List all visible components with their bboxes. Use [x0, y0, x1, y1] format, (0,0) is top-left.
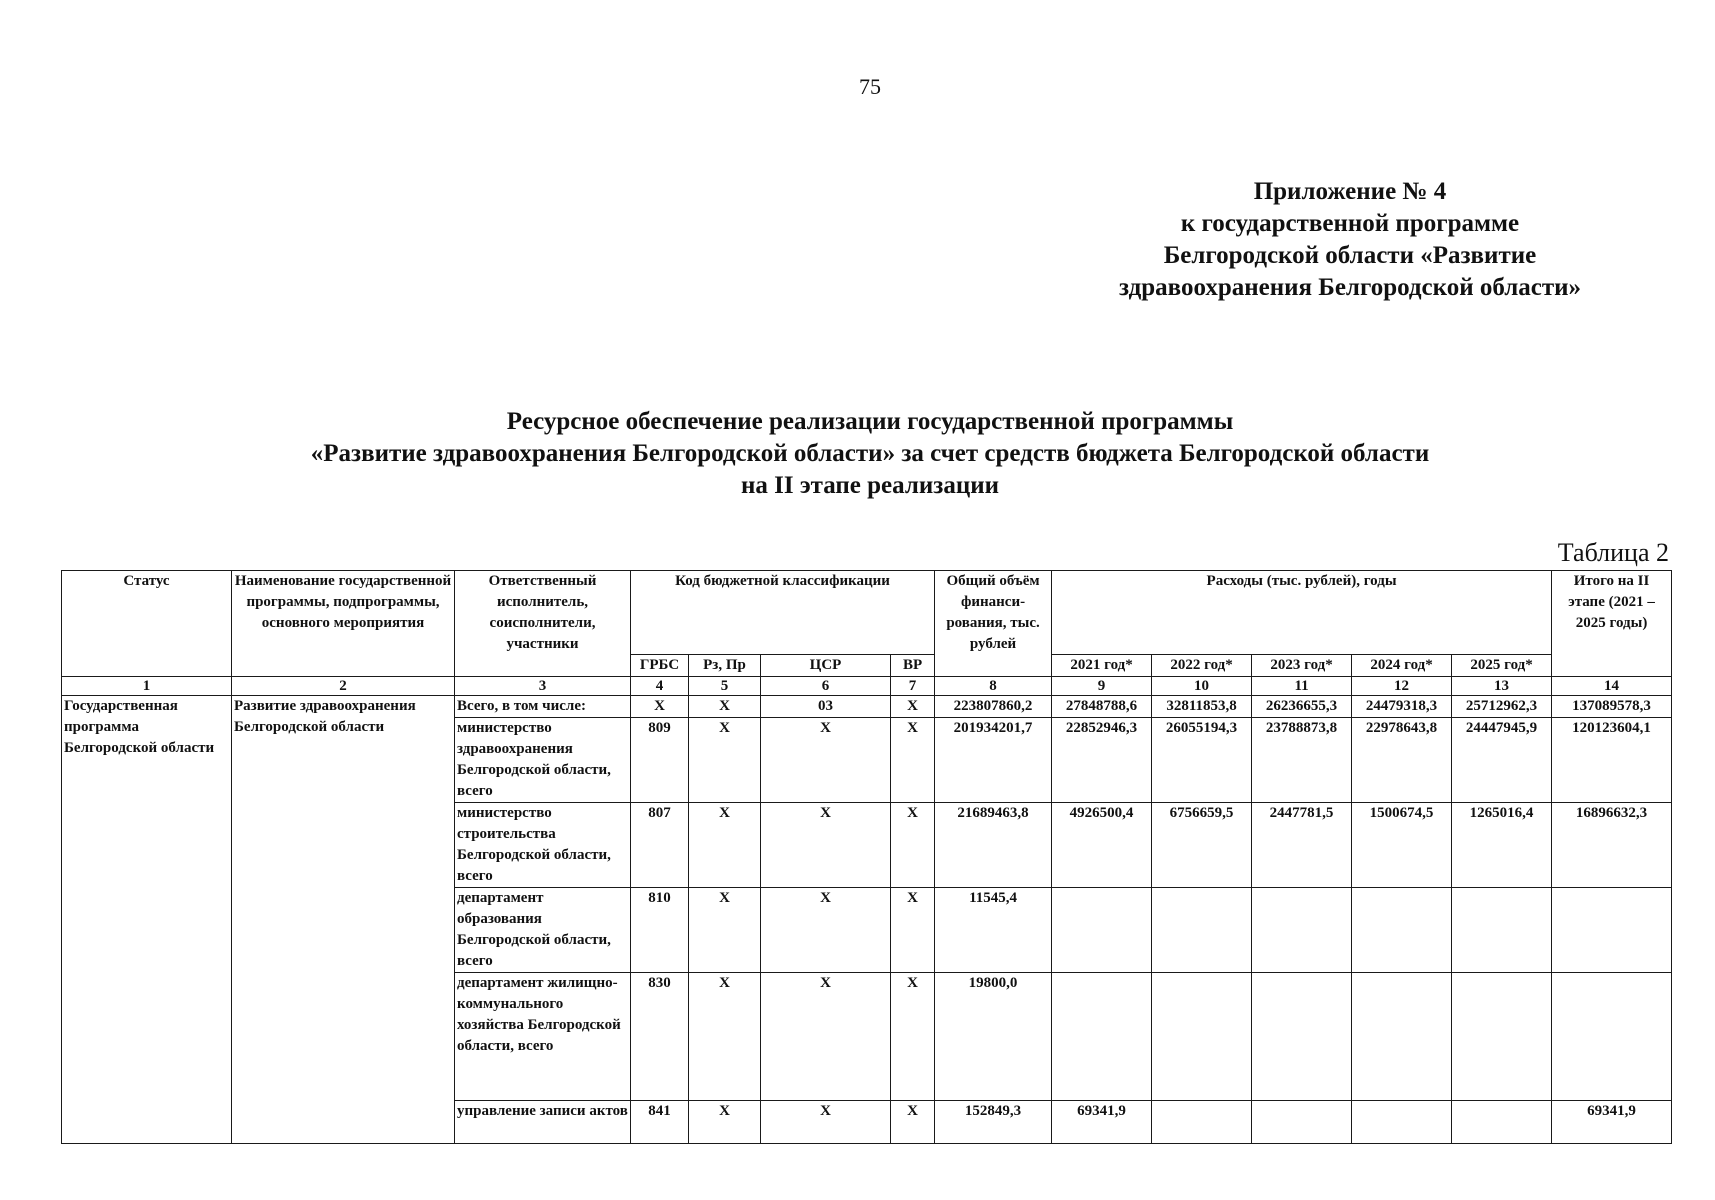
program-name-cell: Развитие здравоохранения Белгородской области: [232, 696, 455, 1144]
year-2024-cell: [1352, 888, 1452, 973]
rzpr-cell: Х: [689, 888, 761, 973]
rzpr-cell: Х: [689, 973, 761, 1101]
status-cell: Государственная программа Белгородской области: [62, 696, 232, 1144]
header-year-2021: 2021 год*: [1052, 655, 1152, 677]
column-number: 12: [1352, 677, 1452, 696]
column-number: 10: [1152, 677, 1252, 696]
rzpr-cell: Х: [689, 803, 761, 888]
year-2023-cell: [1252, 1101, 1352, 1144]
csr-cell: Х: [761, 888, 891, 973]
vr-cell: Х: [891, 803, 935, 888]
grbs-cell: Х: [631, 696, 689, 718]
appendix-line: Приложение № 4: [1253, 178, 1447, 205]
vr-cell: Х: [891, 973, 935, 1101]
total-cell: 11545,4: [935, 888, 1052, 973]
appendix-line: здравоохранения Белгородской области»: [1118, 274, 1582, 301]
year-2021-cell: 27848788,6: [1052, 696, 1152, 718]
year-2024-cell: [1352, 973, 1452, 1101]
executor-cell: департамент образования Белгородской области, всего: [455, 888, 631, 973]
vr-cell: Х: [891, 1101, 935, 1144]
year-2025-cell: [1452, 1101, 1552, 1144]
appendix-header: [1100, 176, 1600, 304]
vr-cell: Х: [891, 888, 935, 973]
executor-cell: министерство здравоохранения Белгородской области, всего: [455, 718, 631, 803]
total-cell: 223807860,2: [935, 696, 1052, 718]
year-2021-cell: 4926500,4: [1052, 803, 1152, 888]
grbs-cell: 810: [631, 888, 689, 973]
csr-cell: Х: [761, 718, 891, 803]
page-number: 75: [859, 74, 881, 99]
column-number: 9: [1052, 677, 1152, 696]
header-year-2024: 2024 год*: [1352, 655, 1452, 677]
year-2025-cell: [1452, 973, 1552, 1101]
executor-cell: Всего, в том числе:: [455, 696, 631, 718]
title-line: «Развитие здравоохранения Белгородской области» за счет средств бюджета Белгородской области: [310, 440, 1430, 467]
rzpr-cell: Х: [689, 718, 761, 803]
column-number: 6: [761, 677, 891, 696]
column-number: 5: [689, 677, 761, 696]
year-2024-cell: 24479318,3: [1352, 696, 1452, 718]
year-2023-cell: [1252, 888, 1352, 973]
executor-cell: департамент жилищно-коммунального хозяйства Белгородской области, всего: [455, 973, 631, 1101]
header-grbs: ГРБС: [631, 655, 689, 677]
header-budget-code: Код бюджетной классификации: [631, 571, 935, 655]
year-2022-cell: [1152, 888, 1252, 973]
column-number: 11: [1252, 677, 1352, 696]
stage-total-cell: [1552, 888, 1672, 973]
header-rzpr: Рз, Пр: [689, 655, 761, 677]
column-number-row: [62, 677, 1672, 696]
rzpr-cell: Х: [689, 1101, 761, 1144]
appendix-line: Белгородской области «Развитие: [1163, 242, 1537, 269]
grbs-cell: 830: [631, 973, 689, 1101]
header-status: Статус: [62, 571, 232, 677]
grbs-cell: 807: [631, 803, 689, 888]
year-2022-cell: 26055194,3: [1152, 718, 1252, 803]
csr-cell: Х: [761, 973, 891, 1101]
year-2021-cell: [1052, 888, 1152, 973]
csr-cell: Х: [761, 1101, 891, 1144]
total-cell: 152849,3: [935, 1101, 1052, 1144]
stage-total-cell: 120123604,1: [1552, 718, 1672, 803]
year-2022-cell: 32811853,8: [1152, 696, 1252, 718]
header-year-2025: 2025 год*: [1452, 655, 1552, 677]
vr-cell: Х: [891, 718, 935, 803]
year-2021-cell: 69341,9: [1052, 1101, 1152, 1144]
column-number: 1: [62, 677, 232, 696]
header-stage-total: Итого на II этапе (2021 – 2025 годы): [1552, 571, 1672, 677]
year-2022-cell: [1152, 973, 1252, 1101]
year-2025-cell: 25712962,3: [1452, 696, 1552, 718]
document-title: [0, 406, 1715, 502]
stage-total-cell: [1552, 973, 1672, 1101]
column-number: 4: [631, 677, 689, 696]
csr-cell: Х: [761, 803, 891, 888]
executor-cell: министерство строительства Белгородской области, всего: [455, 803, 631, 888]
csr-cell: 03: [761, 696, 891, 718]
column-number: 8: [935, 677, 1052, 696]
grbs-cell: 809: [631, 718, 689, 803]
rzpr-cell: Х: [689, 696, 761, 718]
year-2021-cell: 22852946,3: [1052, 718, 1152, 803]
header-executor: Ответственный исполнитель, соисполнители, участники: [455, 571, 631, 677]
grbs-cell: 841: [631, 1101, 689, 1144]
stage-total-cell: 137089578,3: [1552, 696, 1672, 718]
column-number: 13: [1452, 677, 1552, 696]
table-label: Таблица 2: [1557, 538, 1669, 567]
year-2023-cell: 23788873,8: [1252, 718, 1352, 803]
total-cell: 201934201,7: [935, 718, 1052, 803]
header-total-volume: Общий объём финанси-рования, тыс. рублей: [935, 571, 1052, 677]
year-2025-cell: 1265016,4: [1452, 803, 1552, 888]
year-2024-cell: [1352, 1101, 1452, 1144]
year-2023-cell: [1252, 973, 1352, 1101]
year-2024-cell: 22978643,8: [1352, 718, 1452, 803]
header-csr: ЦСР: [761, 655, 891, 677]
year-2025-cell: [1452, 888, 1552, 973]
header-year-2022: 2022 год*: [1152, 655, 1252, 677]
total-cell: 21689463,8: [935, 803, 1052, 888]
title-line: Ресурсное обеспечение реализации государственной программы: [506, 408, 1234, 435]
stage-total-cell: 16896632,3: [1552, 803, 1672, 888]
column-number: 3: [455, 677, 631, 696]
header-vr: ВР: [891, 655, 935, 677]
year-2023-cell: 26236655,3: [1252, 696, 1352, 718]
executor-cell: управление записи актов: [455, 1101, 631, 1144]
vr-cell: Х: [891, 696, 935, 718]
year-2021-cell: [1052, 973, 1152, 1101]
header-name: Наименование государственной программы, подпрограммы, основного мероприятия: [232, 571, 455, 677]
year-2022-cell: [1152, 1101, 1252, 1144]
budget-table: [61, 570, 1672, 1144]
header-year-2023: 2023 год*: [1252, 655, 1352, 677]
column-number: 14: [1552, 677, 1672, 696]
column-number: 2: [232, 677, 455, 696]
appendix-line: к государственной программе: [1180, 210, 1520, 237]
year-2025-cell: 24447945,9: [1452, 718, 1552, 803]
year-2023-cell: 2447781,5: [1252, 803, 1352, 888]
total-cell: 19800,0: [935, 973, 1052, 1101]
title-line: на II этапе реализации: [740, 472, 1000, 499]
table-row: [62, 696, 1672, 718]
column-number: 7: [891, 677, 935, 696]
stage-total-cell: 69341,9: [1552, 1101, 1672, 1144]
year-2022-cell: 6756659,5: [1152, 803, 1252, 888]
header-expenses: Расходы (тыс. рублей), годы: [1052, 571, 1552, 655]
year-2024-cell: 1500674,5: [1352, 803, 1452, 888]
